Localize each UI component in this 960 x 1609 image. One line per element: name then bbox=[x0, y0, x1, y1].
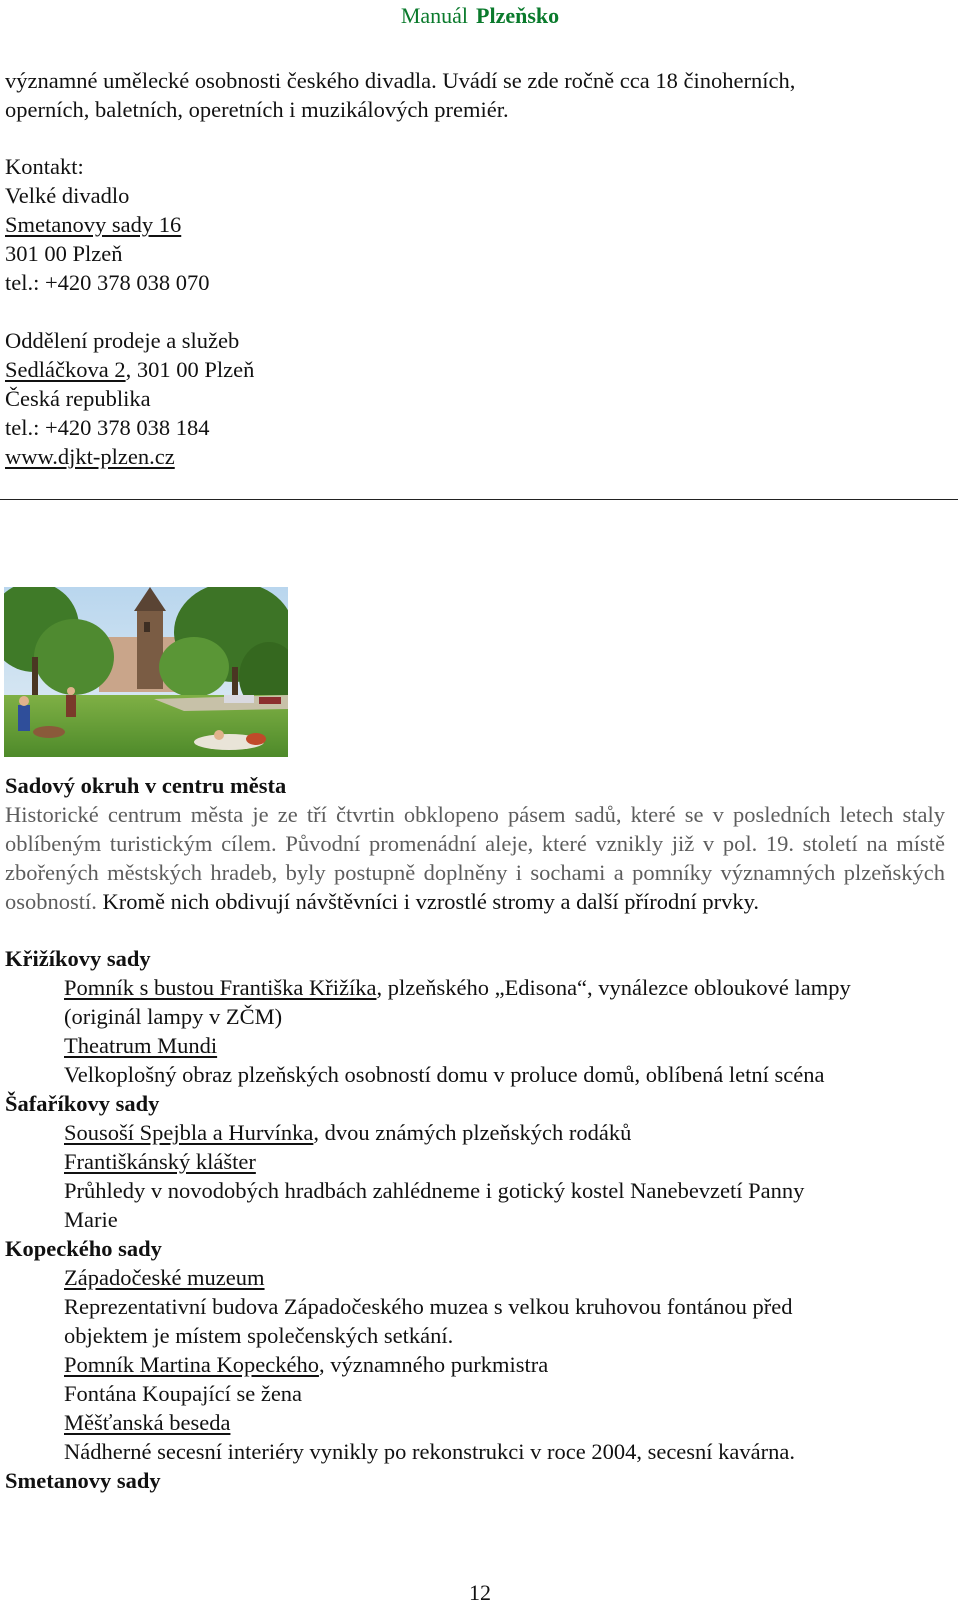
office-country: Česká republika bbox=[5, 386, 151, 411]
park-photo bbox=[4, 587, 288, 757]
mestanska-beseda-link[interactable]: Měšťanská beseda bbox=[64, 1410, 231, 1435]
park-heading-kopeckeho: Kopeckého sady bbox=[5, 1236, 162, 1261]
park-photo-illustration bbox=[4, 587, 288, 757]
park-heading-safarikovy: Šafaříkovy sady bbox=[5, 1091, 160, 1116]
krizik-monument-link[interactable]: Pomník s bustou Františka Křižíka bbox=[64, 975, 377, 1000]
krizik-monument-desc: , plzeňského „Edisona“, vynálezce obloukové lampy bbox=[376, 975, 851, 1000]
franciscan-monastery-link[interactable]: Františkánský klášter bbox=[64, 1149, 256, 1174]
museum-desc-1: Reprezentativní budova Západočeského muzea s velkou kruhovou fontánou před bbox=[64, 1294, 793, 1319]
contact-city: 301 00 Plzeň bbox=[5, 241, 123, 266]
contact-heading: Kontakt: bbox=[5, 154, 84, 179]
intro-line-1: významné umělecké osobnosti českého divadla. Uvádí se zde ročně cca 18 činoherních, bbox=[5, 68, 796, 93]
fountain-item: Fontána Koupající se žena bbox=[64, 1381, 303, 1406]
office-street-link[interactable]: Sedláčkova 2 bbox=[5, 357, 126, 382]
contact-venue: Velké divadlo bbox=[5, 183, 130, 208]
spejbl-hurvinek-desc: , dvou známých plzeňských rodáků bbox=[313, 1120, 632, 1145]
website-link[interactable]: www.djkt-plzen.cz bbox=[5, 444, 175, 469]
page-header bbox=[0, 2, 960, 30]
franciscan-monastery-desc-2: Marie bbox=[64, 1207, 118, 1232]
section-divider bbox=[0, 499, 958, 500]
section-paragraph bbox=[5, 800, 945, 916]
franciscan-monastery-desc-1: Průhledy v novodobých hradbách zahlédneme i gotický kostel Nanebevzetí Panny bbox=[64, 1178, 805, 1203]
list-item bbox=[64, 1350, 548, 1379]
contact-phone: tel.: +420 378 038 070 bbox=[5, 270, 210, 295]
museum-desc-2: objektem je místem společenských setkání. bbox=[64, 1323, 454, 1348]
section-title: Sadový okruh v centru města bbox=[5, 773, 287, 798]
krizik-monument-desc-2: (originál lampy v ZČM) bbox=[64, 1004, 283, 1029]
mestanska-beseda-desc: Nádherné secesní interiéry vynikly po rekonstrukci v roce 2004, secesní kavárna. bbox=[64, 1439, 795, 1464]
office-name: Oddělení prodeje a služeb bbox=[5, 328, 240, 353]
contact-street-link[interactable]: Smetanovy sady 16 bbox=[5, 212, 182, 237]
kopecky-monument-desc: , významného purkmistra bbox=[318, 1352, 549, 1377]
list-item bbox=[64, 973, 851, 1002]
park-heading-krizikovy: Křižíkovy sady bbox=[5, 946, 151, 971]
intro-line-2: operních, baletních, operetních i muzikálových premiér. bbox=[5, 97, 509, 122]
header-brand: Plzeňsko bbox=[476, 3, 560, 28]
office-phone: tel.: +420 378 038 184 bbox=[5, 415, 210, 440]
office-address bbox=[5, 355, 254, 384]
section-text-dark: Kromě nich obdivují návštěvníci i vzrostlé stromy a další přírodní prvky. bbox=[96, 889, 760, 914]
list-item bbox=[64, 1118, 631, 1147]
header-manual: Manuál bbox=[400, 3, 469, 28]
page-number: 12 bbox=[469, 1580, 491, 1605]
section-text-gray: Historické centrum města je ze tří čtvrtin obklopeno pásem sadů, které se v posledních letech staly oblíbeným turistickým cílem. Původní promenádní aleje, které vznikly již v pol. 19. století na místě zbořených městských hradeb, byly postupně doplněny i sochami a pomníky významných plzeňských osobností. bbox=[5, 802, 945, 914]
theatrum-mundi-desc: Velkoplošný obraz plzeňských osobností domu v proluce domů, oblíbená letní scéna bbox=[64, 1062, 825, 1087]
theatrum-mundi-link[interactable]: Theatrum Mundi bbox=[64, 1033, 218, 1058]
office-city: , 301 00 Plzeň bbox=[125, 357, 255, 382]
west-bohemian-museum-link[interactable]: Západočeské muzeum bbox=[64, 1265, 265, 1290]
spejbl-hurvinek-link[interactable]: Sousoší Spejbla a Hurvínka bbox=[64, 1120, 314, 1145]
kopecky-monument-link[interactable]: Pomník Martina Kopeckého bbox=[64, 1352, 319, 1377]
park-heading-smetanovy: Smetanovy sady bbox=[5, 1468, 161, 1493]
